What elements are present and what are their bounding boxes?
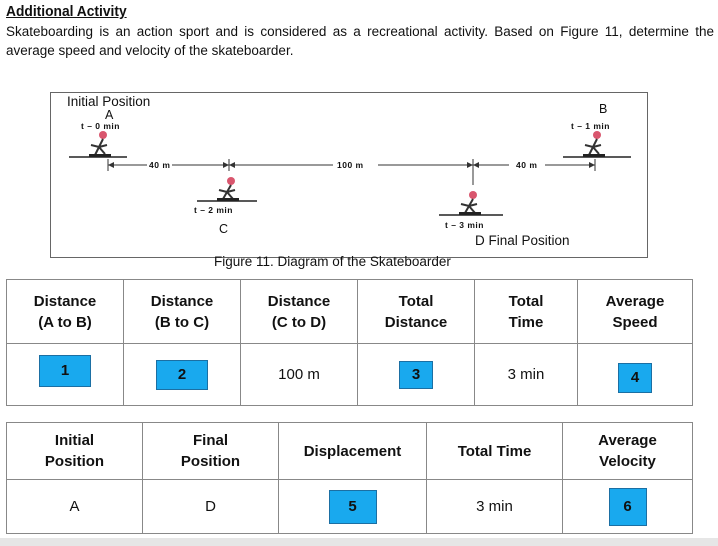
answer-box-5[interactable]: 5 [329, 490, 377, 524]
header-displacement: Displacement [279, 423, 427, 480]
cell-average-velocity [563, 480, 693, 534]
cell-distance-bc [124, 344, 241, 406]
cell-distance-cd: 100 m [241, 344, 358, 406]
point-c-label: C [219, 222, 229, 236]
point-c-time: t – 2 min [194, 205, 233, 215]
header-distance-ab: Distance (A to B) [7, 280, 124, 344]
activity-instructions: Skateboarding is an action sport and is considered as a recreational activity. Based on Figure 11, determine the average speed and velocity of the skateboarder. [6, 24, 714, 58]
header-average-speed: Average Speed [578, 280, 693, 344]
header-distance-cd: Distance (C to D) [241, 280, 358, 344]
point-a-time: t – 0 min [81, 121, 120, 131]
speed-table-header-row [7, 280, 693, 344]
cell-final-position: D [143, 480, 279, 534]
point-a-label: A [105, 108, 114, 122]
cell-distance-ab [7, 344, 124, 406]
point-b-label: B [599, 102, 608, 116]
answer-box-2[interactable]: 2 [156, 360, 208, 390]
cell-total-distance [358, 344, 475, 406]
header-initial-position: Initial Position [7, 423, 143, 480]
initial-position-label: Initial Position [67, 94, 151, 109]
velocity-table-header-row [7, 423, 693, 480]
skater-icon-b [563, 131, 631, 157]
figure-11-diagram [50, 92, 648, 258]
answer-box-4[interactable]: 4 [618, 363, 652, 393]
cell-total-time: 3 min [475, 344, 578, 406]
answer-box-1[interactable]: 1 [39, 355, 91, 387]
velocity-table-value-row [7, 480, 693, 534]
activity-heading: Additional Activity [6, 3, 127, 20]
cell-average-speed [578, 344, 693, 406]
distance-b-label: 40 m [516, 160, 538, 170]
header-total-time-2: Total Time [427, 423, 563, 480]
final-position-label: D Final Position [475, 233, 570, 248]
cell-displacement [279, 480, 427, 534]
header-total-distance: Total Distance [358, 280, 475, 344]
cell-total-time-value: 3 min [427, 480, 563, 534]
header-average-velocity: Average Velocity [563, 423, 693, 480]
speed-table [6, 279, 693, 406]
distance-middle-label: 100 m [337, 160, 364, 170]
figure-caption: Figure 11. Diagram of the Skateboarder [214, 254, 451, 269]
skater-icon-d [439, 191, 503, 215]
header-total-time: Total Time [475, 280, 578, 344]
answer-box-3[interactable]: 3 [399, 361, 433, 389]
distance-a-label: 40 m [149, 160, 171, 170]
header-final-position: Final Position [143, 423, 279, 480]
header-distance-bc: Distance (B to C) [124, 280, 241, 344]
velocity-table [6, 422, 693, 534]
skater-icon-a [69, 131, 127, 157]
speed-table-value-row [7, 344, 693, 406]
point-b-time: t – 1 min [571, 121, 610, 131]
skater-icon-c [197, 177, 257, 201]
answer-box-6[interactable]: 6 [609, 488, 647, 526]
page-bottom-strip [0, 538, 718, 546]
cell-initial-position: A [7, 480, 143, 534]
point-d-time: t – 3 min [445, 220, 484, 230]
